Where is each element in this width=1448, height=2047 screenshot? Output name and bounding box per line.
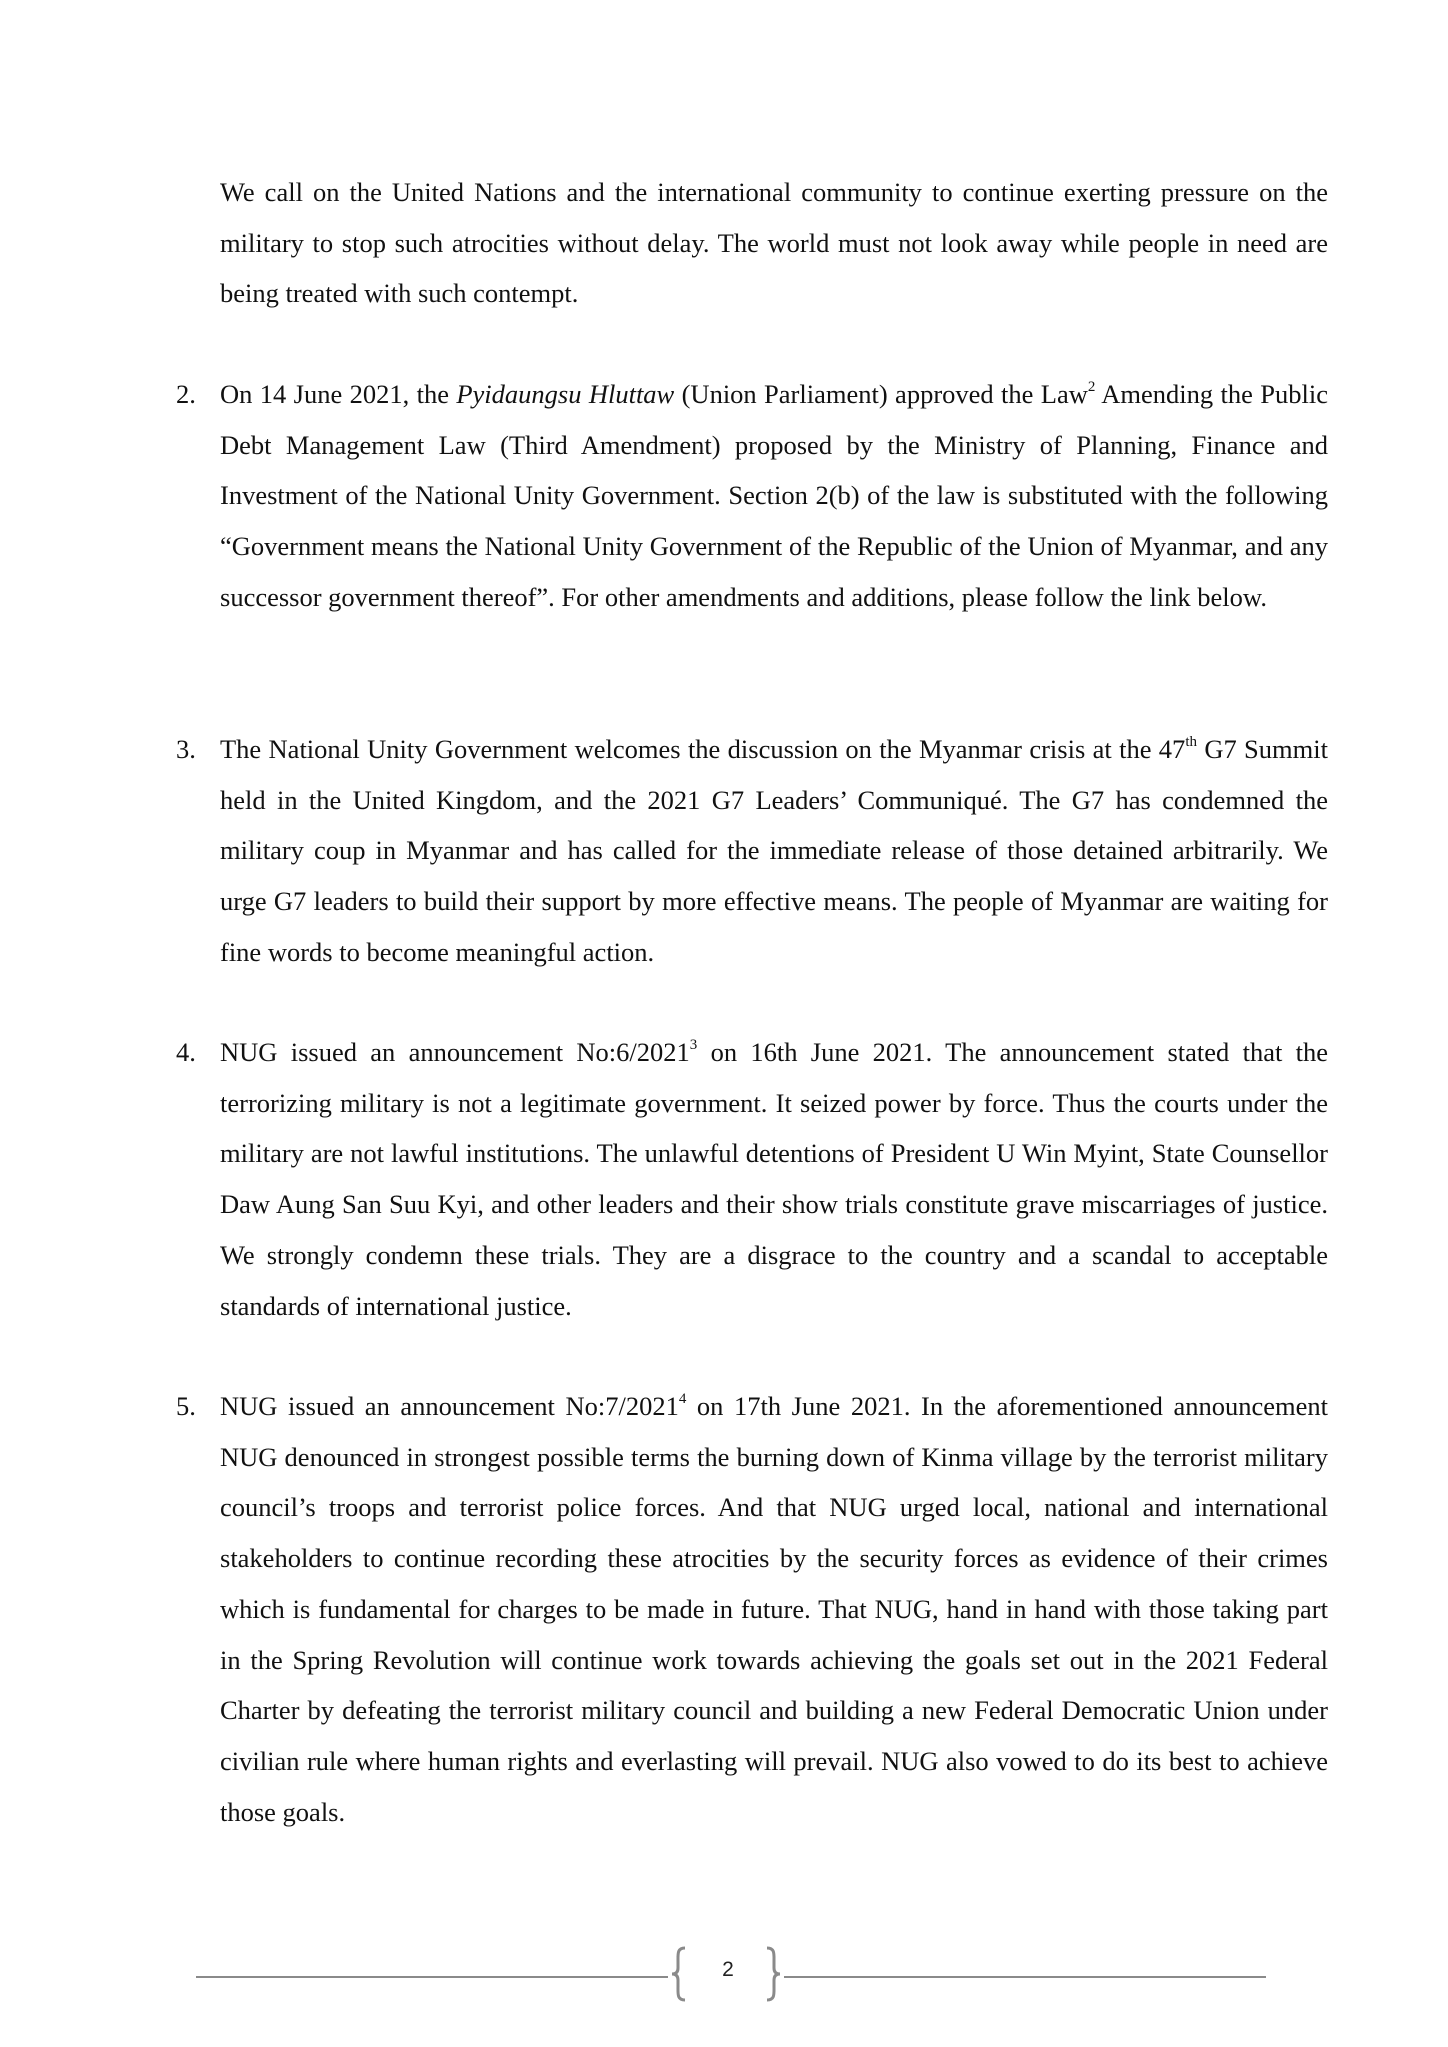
item-text: The National Unity Government welcomes the discussion on the Myanmar crisis at the 47th G7 Summit held in the United Kingdom, and the 2021 G7 Leaders’ Communiqué. The G7 has condemned the military coup in Myanmar and has called for the immediate release of those detained arbitrarily. We urge G7 leaders to build their support by more effective means. The people of Myanmar are waiting for fine words to become meaningful action. xyxy=(220,734,1328,967)
footer-rule-left xyxy=(196,1976,668,1978)
page-footer xyxy=(196,1946,1266,2006)
italic-term: Pyidaungsu Hluttaw xyxy=(456,379,675,409)
item-text: On 14 June 2021, the Pyidaungsu Hluttaw (Union Parliament) approved the Law$^2$ Amending the Public Debt Management Law (Third Amendment) proposed by the Ministry of Planning, Finance and Investment of the National Unity Government. Section 2(b) of the law is substituted with the following “Government means the National Unity Government of the Republic of the Union of Myanmar, and any successor government thereof”. For other amendments and additions, please follow the link below. xyxy=(220,379,1328,612)
footer-rule-right xyxy=(784,1976,1266,1978)
item-text: NUG issued an announcement No:7/2021$^4$ on 17th June 2021. In the aforementioned announcement NUG denounced in strongest possible terms the burning down of Kinma village by the terrorist military council’s troops and terrorist police forces. And that NUG urged local, national and international stakeholders to continue recording these atrocities by the security forces as evidence of their crimes which is fundamental for charges to be made in future. That NUG, hand in hand with those taking part in the Spring Revolution will continue work towards achieving the goals set out in the 2021 Federal Charter by defeating the terrorist military council and building a new Federal Democratic Union under civilian rule where human rights and everlasting will prevail. NUG also vowed to do its best to achieve those goals. xyxy=(220,1391,1329,1827)
item-number: 2. xyxy=(176,379,196,409)
footnote-ref: 4 xyxy=(678,1391,687,1408)
item-text: NUG issued an announcement No:6/2021$^3$ on 16th June 2021. The announcement stated that the terrorizing military is not a legitimate government. It seized power by force. Thus the courts under the military are not lawful institutions. The unlawful detentions of President U Win Myint, State Counsellor Daw Aung San Suu Kyi, and other leaders and their show trials constitute grave miscarriages of justice. We strongly condemn these trials. They are a disgrace to the country and a scandal to acceptable standards of international justice. xyxy=(220,1037,1328,1321)
item-number: 4. xyxy=(176,1037,196,1067)
intro-paragraph: We call on the United Nations and the international community to continue exerting pressure on the military to stop such atrocities without delay. The world must not look away while people in need are being treated with such contempt. xyxy=(220,177,1328,309)
list-item-3 xyxy=(176,724,1328,978)
list-item-4 xyxy=(176,1027,1328,1331)
superscript: th xyxy=(1185,734,1197,751)
list-item-5 xyxy=(176,1381,1329,1837)
item-number: 3. xyxy=(176,734,196,764)
right-brace-icon xyxy=(764,1946,782,2002)
footnote-ref: 3 xyxy=(689,1037,698,1054)
item-number: 5. xyxy=(176,1391,196,1421)
list-item-2 xyxy=(176,369,1328,623)
footnote-ref: 2 xyxy=(1087,379,1096,396)
left-brace-icon xyxy=(670,1946,688,2002)
page-number: 2 xyxy=(722,1958,734,1981)
